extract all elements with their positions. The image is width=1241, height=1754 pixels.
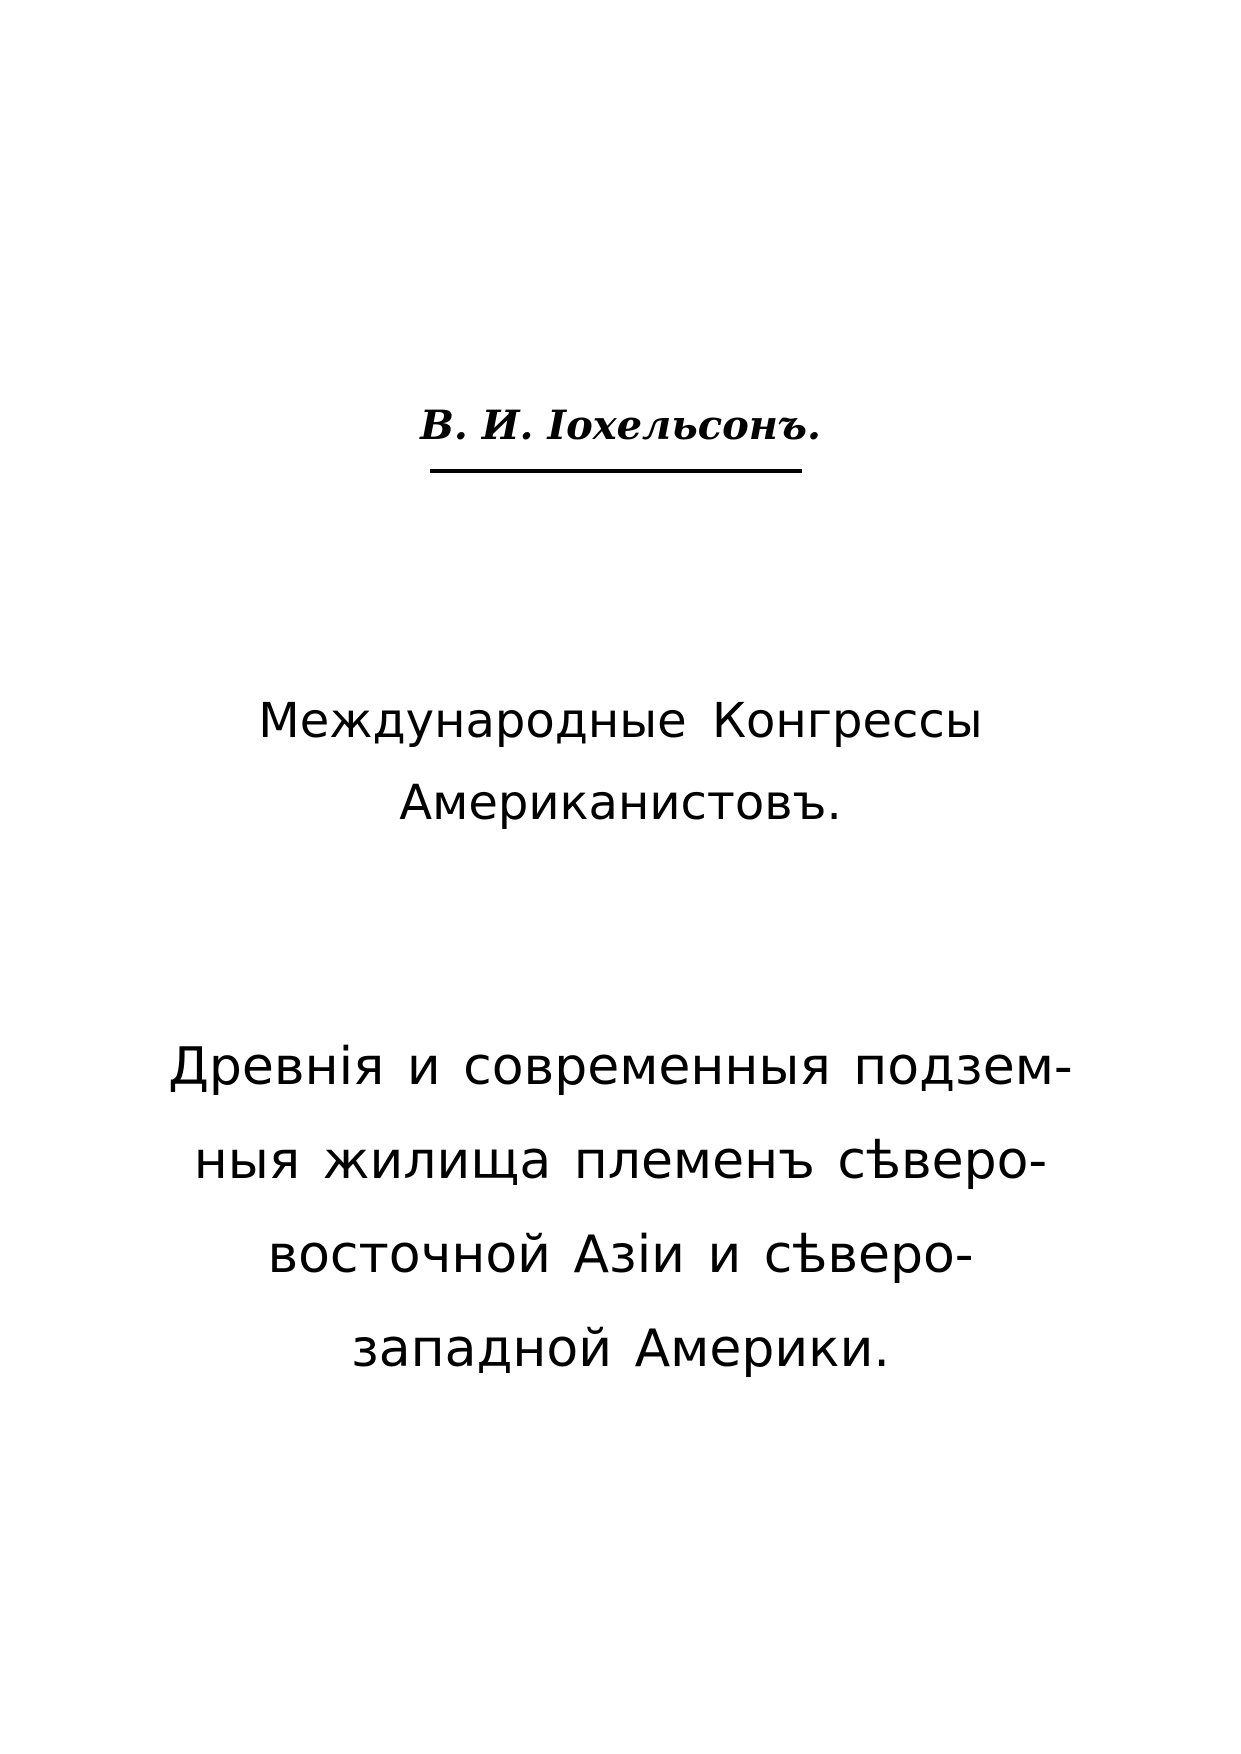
work-title-line: ныя жилища племенъ сѣверо- [193,1131,1048,1191]
work-title-line: восточной Азіи и сѣверо- [267,1225,974,1285]
series-heading-line: Международные Конгрессы [258,693,983,749]
work-title [0,1020,1241,1396]
work-title-line: западной Америки. [351,1319,890,1379]
work-title-line: Древнія и современныя подзем- [168,1037,1073,1097]
series-heading [0,680,1241,844]
author-name: В. И. Іохельсонъ. [420,402,821,449]
series-heading-line: Американистовъ. [399,775,842,831]
author-underline [430,469,802,473]
